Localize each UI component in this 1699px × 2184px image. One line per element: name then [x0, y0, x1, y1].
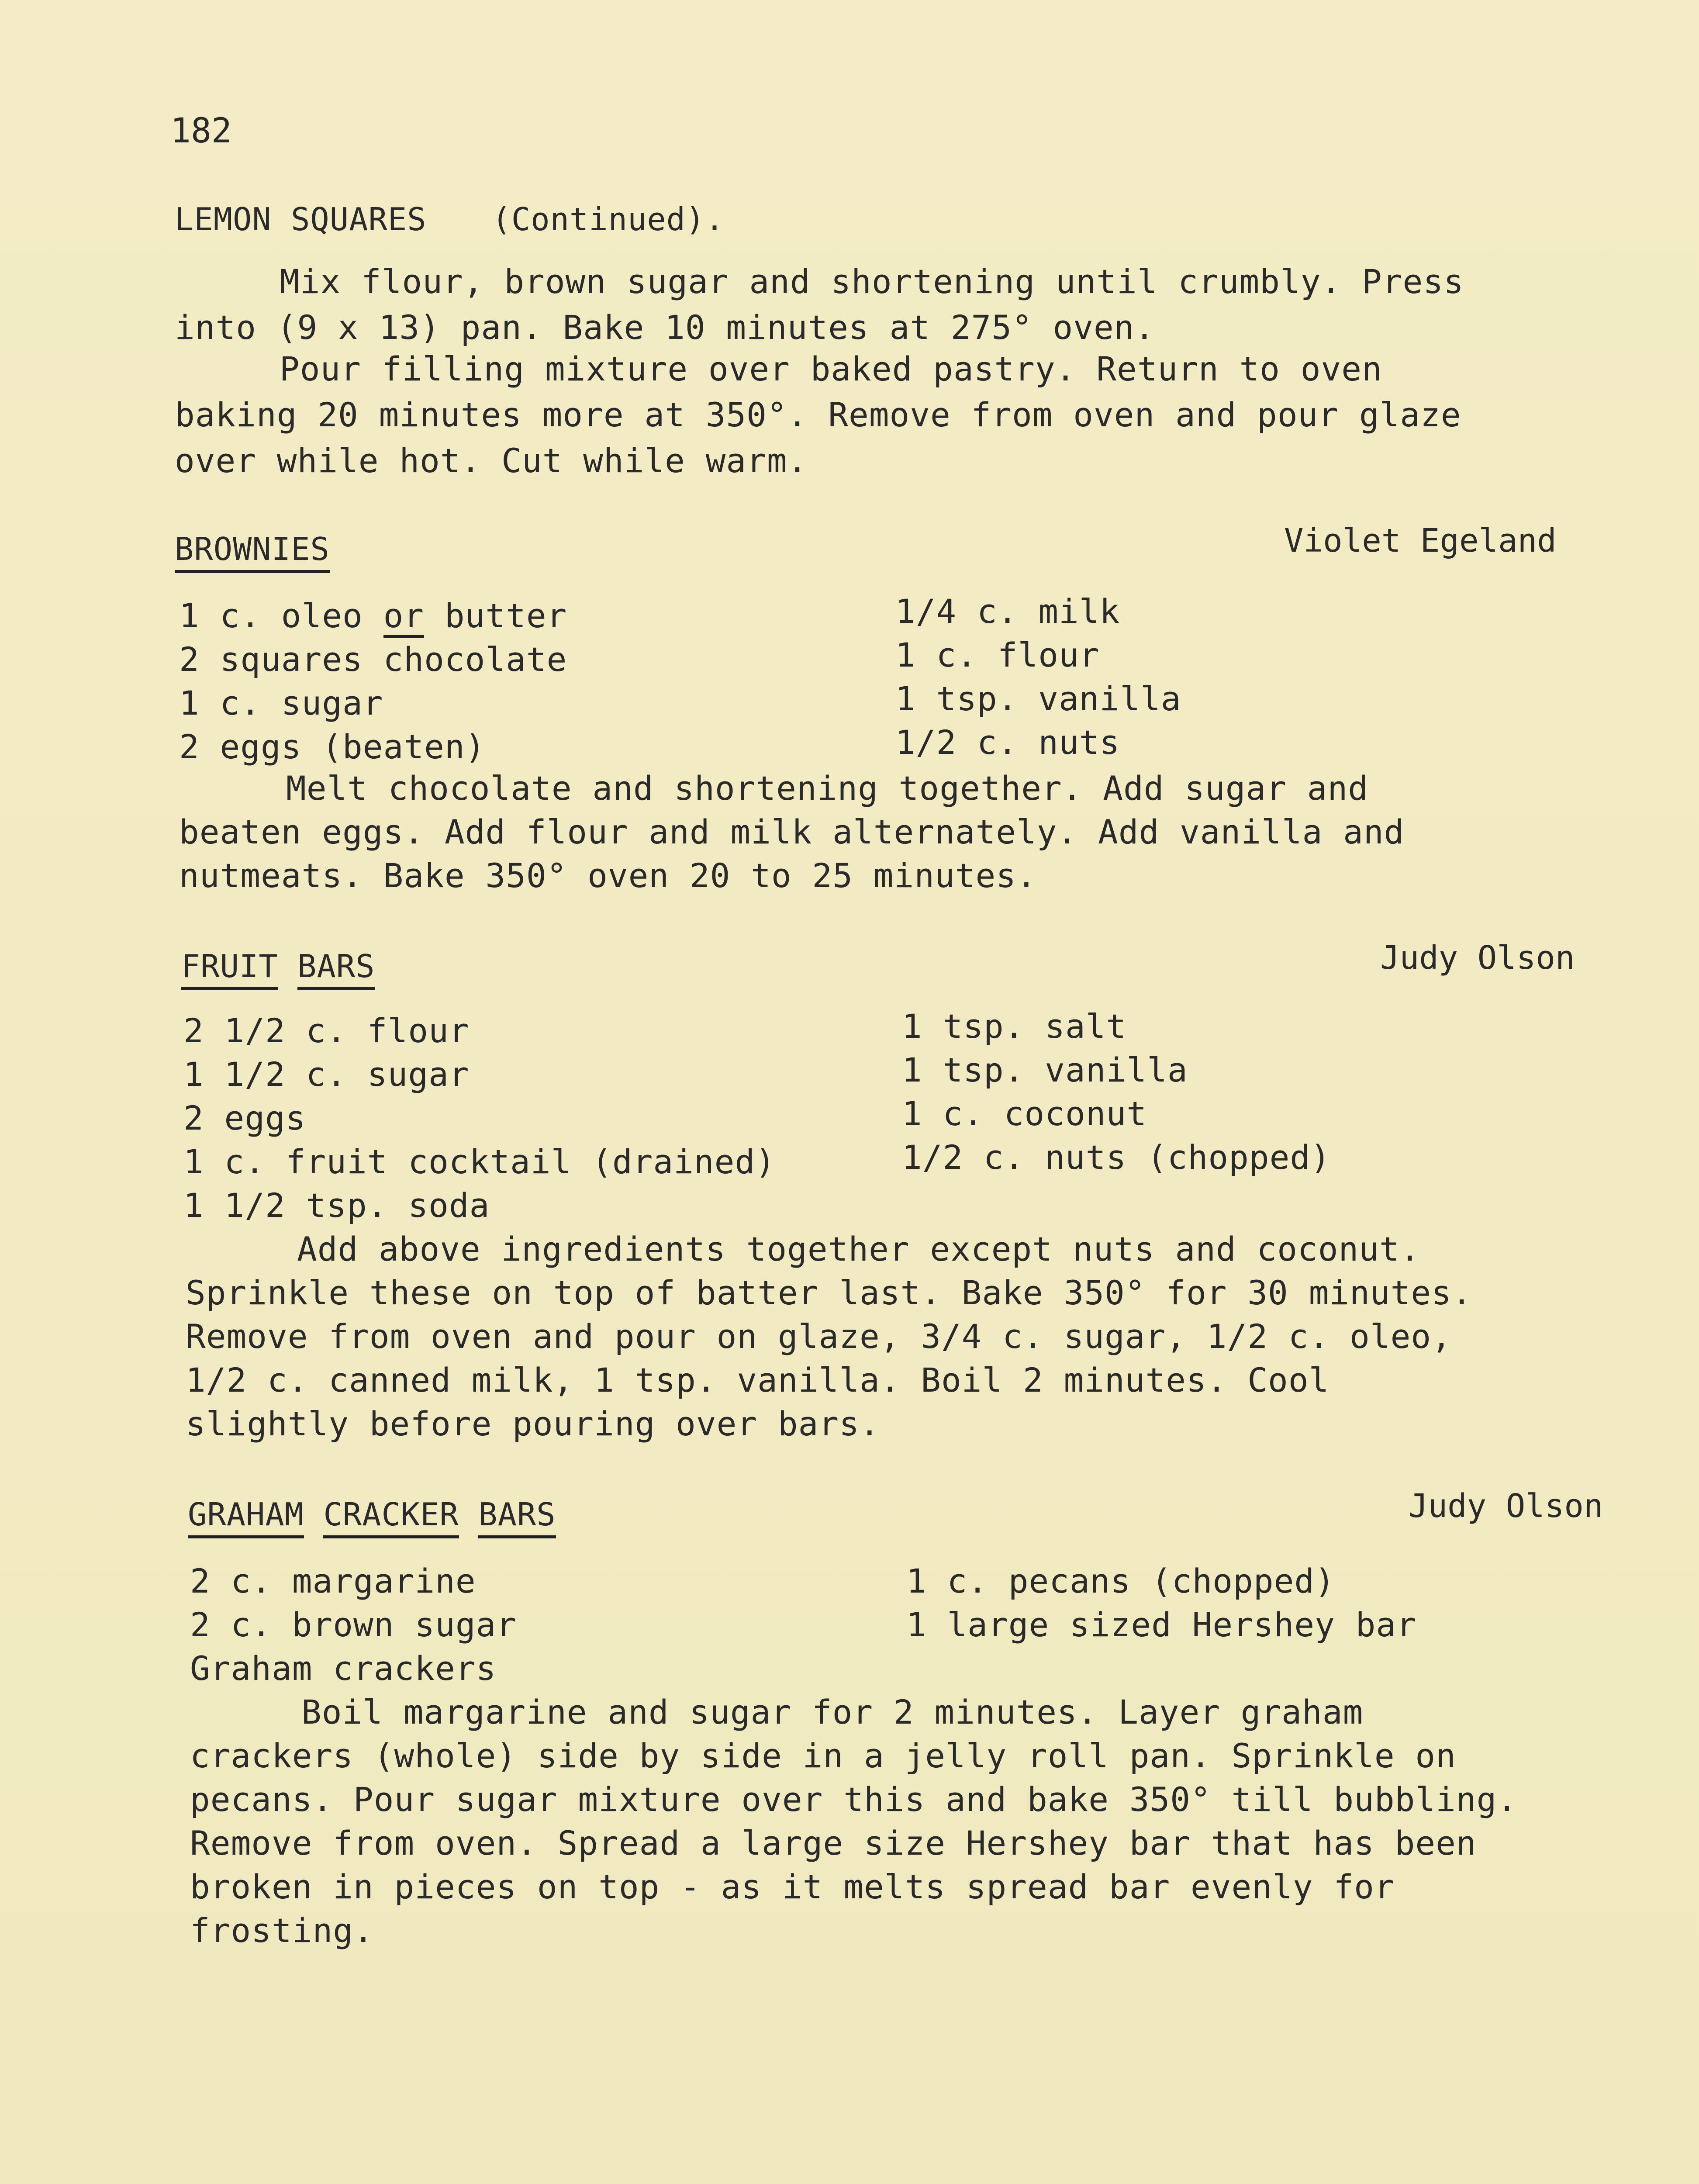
fruit-bars-title-word-2: BARS — [297, 948, 375, 990]
lemon-squares-title: LEMON SQUARES — [175, 201, 427, 238]
graham-ingredient-3: Graham crackers — [190, 1649, 497, 1688]
graham-ingredient-1: 2 c. margarine — [190, 1562, 476, 1600]
graham-bars-header — [188, 1496, 556, 1538]
lemon-line-1: Mix flour, brown sugar and shortening until crumbly. Press — [280, 262, 1464, 301]
graham-line-1: Boil margarine and sugar for 2 minutes. Layer graham — [301, 1693, 1364, 1731]
lemon-line-2: into (9 x 13) pan. Bake 10 minutes at 275° oven. — [175, 308, 1155, 347]
fruit-ingredient-9: 1/2 c. nuts (chopped) — [902, 1138, 1331, 1177]
ingredient-text: 1 c. oleo — [179, 596, 383, 635]
fruit-ingredient-3: 2 eggs — [183, 1099, 306, 1137]
graham-bars-author: Judy Olson — [1409, 1487, 1603, 1525]
lemon-line-3: Pour filling mixture over baked pastry. Return to oven — [280, 349, 1382, 388]
lemon-line-5: over while hot. Cut while warm. — [175, 441, 808, 480]
lemon-line-4: baking 20 minutes more at 350°. Remove from oven and pour glaze — [175, 395, 1461, 434]
brownies-ingredient-7: 1 tsp. vanilla — [895, 679, 1181, 718]
graham-title-word-2: CRACKER — [323, 1496, 459, 1538]
graham-ingredient-4: 1 c. pecans (chopped) — [906, 1562, 1335, 1600]
fruit-line-4: 1/2 c. canned milk, 1 tsp. vanilla. Boil 2 minutes. Cool — [186, 1361, 1330, 1400]
fruit-ingredient-4: 1 c. fruit cocktail (drained) — [183, 1142, 776, 1181]
brownies-author: Violet Egeland — [1284, 522, 1557, 560]
graham-line-6: frosting. — [190, 1911, 374, 1950]
brownies-ingredient-8: 1/2 c. nuts — [895, 723, 1120, 762]
graham-title-word-3: BARS — [478, 1496, 556, 1538]
fruit-line-1: Add above ingredients together except nuts and coconut. — [297, 1230, 1420, 1268]
brownies-ingredient-1 — [179, 596, 567, 635]
fruit-bars-author: Judy Olson — [1380, 939, 1575, 977]
brownies-header — [175, 531, 330, 573]
graham-ingredient-2: 2 c. brown sugar — [190, 1605, 517, 1644]
fruit-bars-title-word-1: FRUIT — [181, 948, 278, 990]
fruit-line-2: Sprinkle these on top of batter last. Bake 350° for 30 minutes. — [186, 1273, 1472, 1312]
fruit-ingredient-1: 2 1/2 c. flour — [183, 1011, 470, 1050]
graham-line-2: crackers (whole) side by side in a jelly roll pan. Sprinkle on — [190, 1736, 1456, 1775]
brownies-ingredient-2: 2 squares chocolate — [179, 640, 567, 679]
fruit-ingredient-8: 1 c. coconut — [902, 1094, 1147, 1133]
brownies-ingredient-5: 1/4 c. milk — [895, 592, 1120, 631]
brownies-title: BROWNIES — [175, 531, 330, 573]
fruit-ingredient-7: 1 tsp. vanilla — [902, 1051, 1188, 1089]
graham-line-4: Remove from oven. Spread a large size Hershey bar that has been — [190, 1824, 1477, 1863]
brownies-ingredient-6: 1 c. flour — [895, 636, 1100, 674]
graham-title-word-1: GRAHAM — [188, 1496, 304, 1538]
graham-ingredient-5: 1 large sized Hershey bar — [906, 1605, 1417, 1644]
brownies-line-1: Melt chocolate and shortening together. Add sugar and — [286, 769, 1369, 808]
fruit-ingredient-2: 1 1/2 c. sugar — [183, 1055, 470, 1094]
continued-label: (Continued). — [492, 201, 725, 238]
graham-line-5: broken in pieces on top - as it melts spread bar evenly for — [190, 1867, 1395, 1906]
or-word: or — [383, 596, 425, 638]
page-number: 182 — [170, 111, 232, 151]
fruit-line-5: slightly before pouring over bars. — [186, 1404, 880, 1443]
graham-line-3: pecans. Pour sugar mixture over this and bake 350° till bubbling. — [190, 1780, 1518, 1819]
brownies-ingredient-3: 1 c. sugar — [179, 684, 383, 722]
fruit-ingredient-6: 1 tsp. salt — [902, 1007, 1127, 1046]
brownies-line-3: nutmeats. Bake 350° oven 20 to 25 minutes. — [179, 856, 1037, 895]
fruit-line-3: Remove from oven and pour on glaze, 3/4 c. sugar, 1/2 c. oleo, — [186, 1317, 1452, 1356]
lemon-squares-header — [175, 201, 725, 238]
butter-word: butter — [424, 596, 567, 635]
fruit-ingredient-5: 1 1/2 tsp. soda — [183, 1186, 490, 1225]
brownies-ingredient-4: 2 eggs (beaten) — [179, 727, 486, 766]
fruit-bars-header — [181, 948, 375, 990]
brownies-line-2: beaten eggs. Add flour and milk alternately. Add vanilla and — [179, 812, 1405, 851]
